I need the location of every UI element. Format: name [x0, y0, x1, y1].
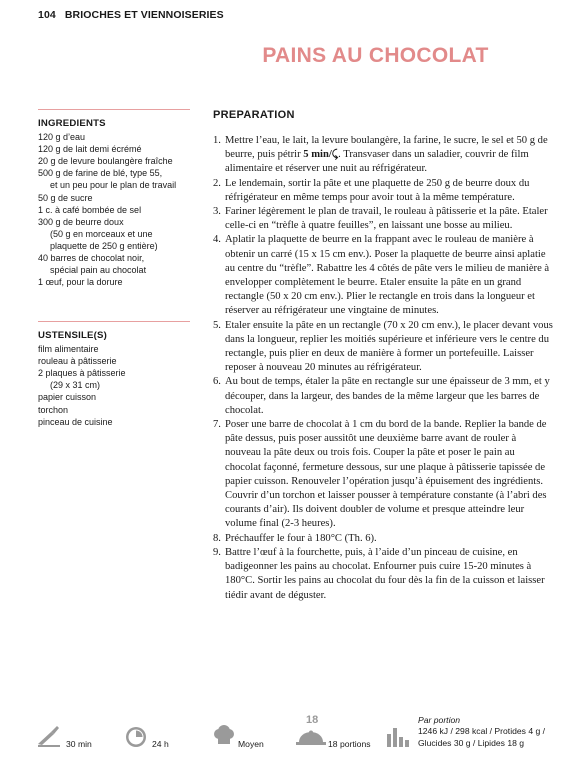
list-item	[38, 355, 190, 367]
step-text: Aplatir la plaquette de beurre en la frappant avec le rouleau de manière à obtenir un carré (15 x 15 cm env.). Poser la plaquette de beurre ainsi aplatie au centre du “trèfle”. Rabattre les 4 côtés de pâte vers le milieu de manière à envelopper complètement le beurre. Etaler ensuite la pâte en un grand rectangle (50 x 20 cm env.). Plier le rectangle en trois dans la longueur et réserver au réfrigérateur une vingtaine de minutes.	[225, 234, 550, 317]
total-time: 24 h	[152, 739, 169, 749]
list-item	[38, 204, 190, 216]
preparation-steps	[213, 134, 553, 603]
item-text: 500 g de farine de blé, type 55,	[38, 168, 163, 179]
step-text: Fariner légèrement le plan de travail, le rouleau à pâtisserie et la pâte. Etaler celle-ci en “trèfle à quatre feuilles”, en laissant une bosse au milieu.	[225, 206, 548, 232]
item-continuation: spécial pain au chocolat	[50, 265, 147, 276]
step-number: 4.	[213, 234, 221, 246]
list-item	[38, 192, 190, 204]
list-item	[38, 404, 190, 416]
preparation-section	[213, 109, 553, 603]
step-text: Etaler ensuite la pâte en un rectangle (70 x 20 cm env.), le placer devant vous dans la longueur, replier les moitiés supérieure et inférieure vers le centre du rectangle, puis plier en deux de manière à former un portefeuille. Laisser reposer à nouveau 20 minutes au réfrigérateur.	[225, 319, 553, 374]
list-item	[38, 276, 190, 288]
nutrition-line-2: Glucides 30 g / Lipides 18 g	[418, 738, 525, 748]
serving-dish-icon	[296, 730, 326, 746]
item-text: film alimentaire	[38, 344, 99, 355]
knife-board-icon	[36, 724, 62, 748]
step-number: 6.	[213, 376, 221, 388]
item-text: pinceau de cuisine	[38, 416, 113, 427]
step-item	[213, 319, 553, 376]
item-text: 120 g de lait demi écrémé	[38, 144, 142, 155]
step-speed: 5 min/	[303, 149, 332, 161]
nutrition-line-1: 1246 kJ / 298 kcal / Protides 4 g /	[418, 726, 546, 736]
step-item	[213, 532, 553, 546]
reverse-icon: ⤹	[331, 149, 339, 161]
difficulty: Moyen	[238, 739, 264, 749]
step-item	[213, 546, 553, 603]
item-text: 40 barres de chocolat noir,	[38, 253, 145, 264]
list-item	[38, 343, 190, 355]
portions: 18 portions	[328, 739, 371, 749]
item-text: 1 c. à café bombée de sel	[38, 204, 142, 215]
item-text: papier cuisson	[38, 392, 97, 403]
item-text: torchon	[38, 404, 69, 415]
item-continuation: (50 g en morceaux et une plaquette de 250 g entière)	[50, 228, 158, 251]
step-item	[213, 233, 553, 318]
list-item	[38, 416, 190, 428]
item-continuation: (29 x 31 cm)	[50, 380, 101, 391]
item-text: 300 g de beurre doux	[38, 216, 124, 227]
list-item	[38, 252, 190, 276]
step-number: 9.	[213, 546, 221, 558]
step-text-cont: . Transvaser dans un saladier, couvrir de film alimentaire et réserver une nuit au réfrigérateur.	[225, 149, 529, 175]
step-item	[213, 418, 553, 532]
list-item	[38, 131, 190, 143]
item-text: 20 g de levure boulangère fraîche	[38, 156, 173, 167]
step-item	[213, 375, 553, 418]
running-head	[38, 9, 224, 21]
portions-icon-number: 18	[306, 714, 319, 726]
utensils-panel	[38, 321, 190, 428]
bar-chart-icon	[386, 724, 412, 748]
list-item	[38, 167, 190, 191]
step-number: 8.	[213, 532, 221, 544]
chef-hat-icon	[212, 724, 236, 748]
ingredients-panel	[38, 109, 190, 288]
list-item	[38, 391, 190, 403]
item-text: 2 plaques à pâtisserie	[38, 368, 126, 379]
step-number: 5.	[213, 319, 221, 331]
step-item	[213, 177, 553, 205]
ingredients-list	[38, 131, 190, 288]
step-number: 1.	[213, 135, 221, 146]
prep-time: 30 min	[66, 739, 92, 749]
step-text: Préchauffer le four à 180°C (Th. 6).	[225, 532, 377, 544]
page-number: 104	[38, 9, 56, 21]
step-number: 7.	[213, 419, 221, 431]
item-continuation: et un peu pour le plan de travail	[50, 180, 177, 191]
timer-icon	[124, 724, 148, 748]
step-text: Battre l’œuf à la fourchette, puis, à l’aide d’un pinceau de cuisine, en badigeonner les pains au chocolat. Enfourner puis cuire 15-20 minutes à 180°C. Sortir les pains au chocolat du four dès la fin de la cuisson et laisser tiédir avant de déguster.	[225, 546, 545, 601]
utensils-list	[38, 343, 190, 428]
step-text: Poser une barre de chocolat à 1 cm du bord de la bande. Replier la bande de pâte dessus, puis poser aussitôt une deuxième barre avant de rouler à nouveau la pâte deux ou trois fois. Couper la pâte et poser le pain au chocolat façonné, fermeture dessous, sur une plaque à pâtisserie tapissée de papier cuisson. Renouveler l’opération jusqu’à épuisement des ingrédients. Couvrir d’un torchon et laisser pousser à température constante (à l’abri des courants d’air). Ils doivent doubler de volume et presque atteindre leur volume final (2-3 heures).	[225, 419, 547, 530]
ingredients-rule	[38, 109, 190, 110]
list-item	[38, 143, 190, 155]
step-item	[213, 134, 553, 177]
list-item	[38, 155, 190, 167]
section-title: BRIOCHES ET VIENNOISERIES	[64, 9, 224, 21]
list-item	[38, 216, 190, 252]
item-text: 50 g de sucre	[38, 192, 93, 203]
step-text: Mettre l’eau, le lait, la levure boulangère, la farine, le sucre, le sel et 50 g de beurre, puis pétrir	[225, 135, 548, 161]
item-text: rouleau à pâtisserie	[38, 356, 117, 367]
recipe-info-bar	[36, 714, 556, 752]
item-text: 120 g d’eau	[38, 132, 86, 143]
recipe-title: PAINS AU CHOCOLAT	[262, 44, 489, 67]
item-text: 1 œuf, pour la dorure	[38, 277, 123, 288]
ingredients-heading: INGREDIENTS	[38, 118, 106, 129]
list-item	[38, 367, 190, 391]
utensils-heading: USTENSILE(S)	[38, 330, 108, 341]
step-number: 2.	[213, 177, 221, 189]
step-text: Le lendemain, sortir la pâte et une plaquette de 250 g de beurre doux du réfrigérateur en même temps pour avoir tout à la même température.	[225, 177, 530, 203]
utensils-rule	[38, 321, 190, 322]
step-item	[213, 205, 553, 233]
step-number: 3.	[213, 206, 221, 218]
preparation-heading: PREPARATION	[213, 109, 295, 121]
step-text: Au bout de temps, étaler la pâte en rectangle sur une épaisseur de 3 mm, et y découper, dans la largeur, des bandes de la même largeur que les barres de chocolat.	[225, 376, 550, 416]
nutrition-title: Par portion	[418, 715, 461, 725]
